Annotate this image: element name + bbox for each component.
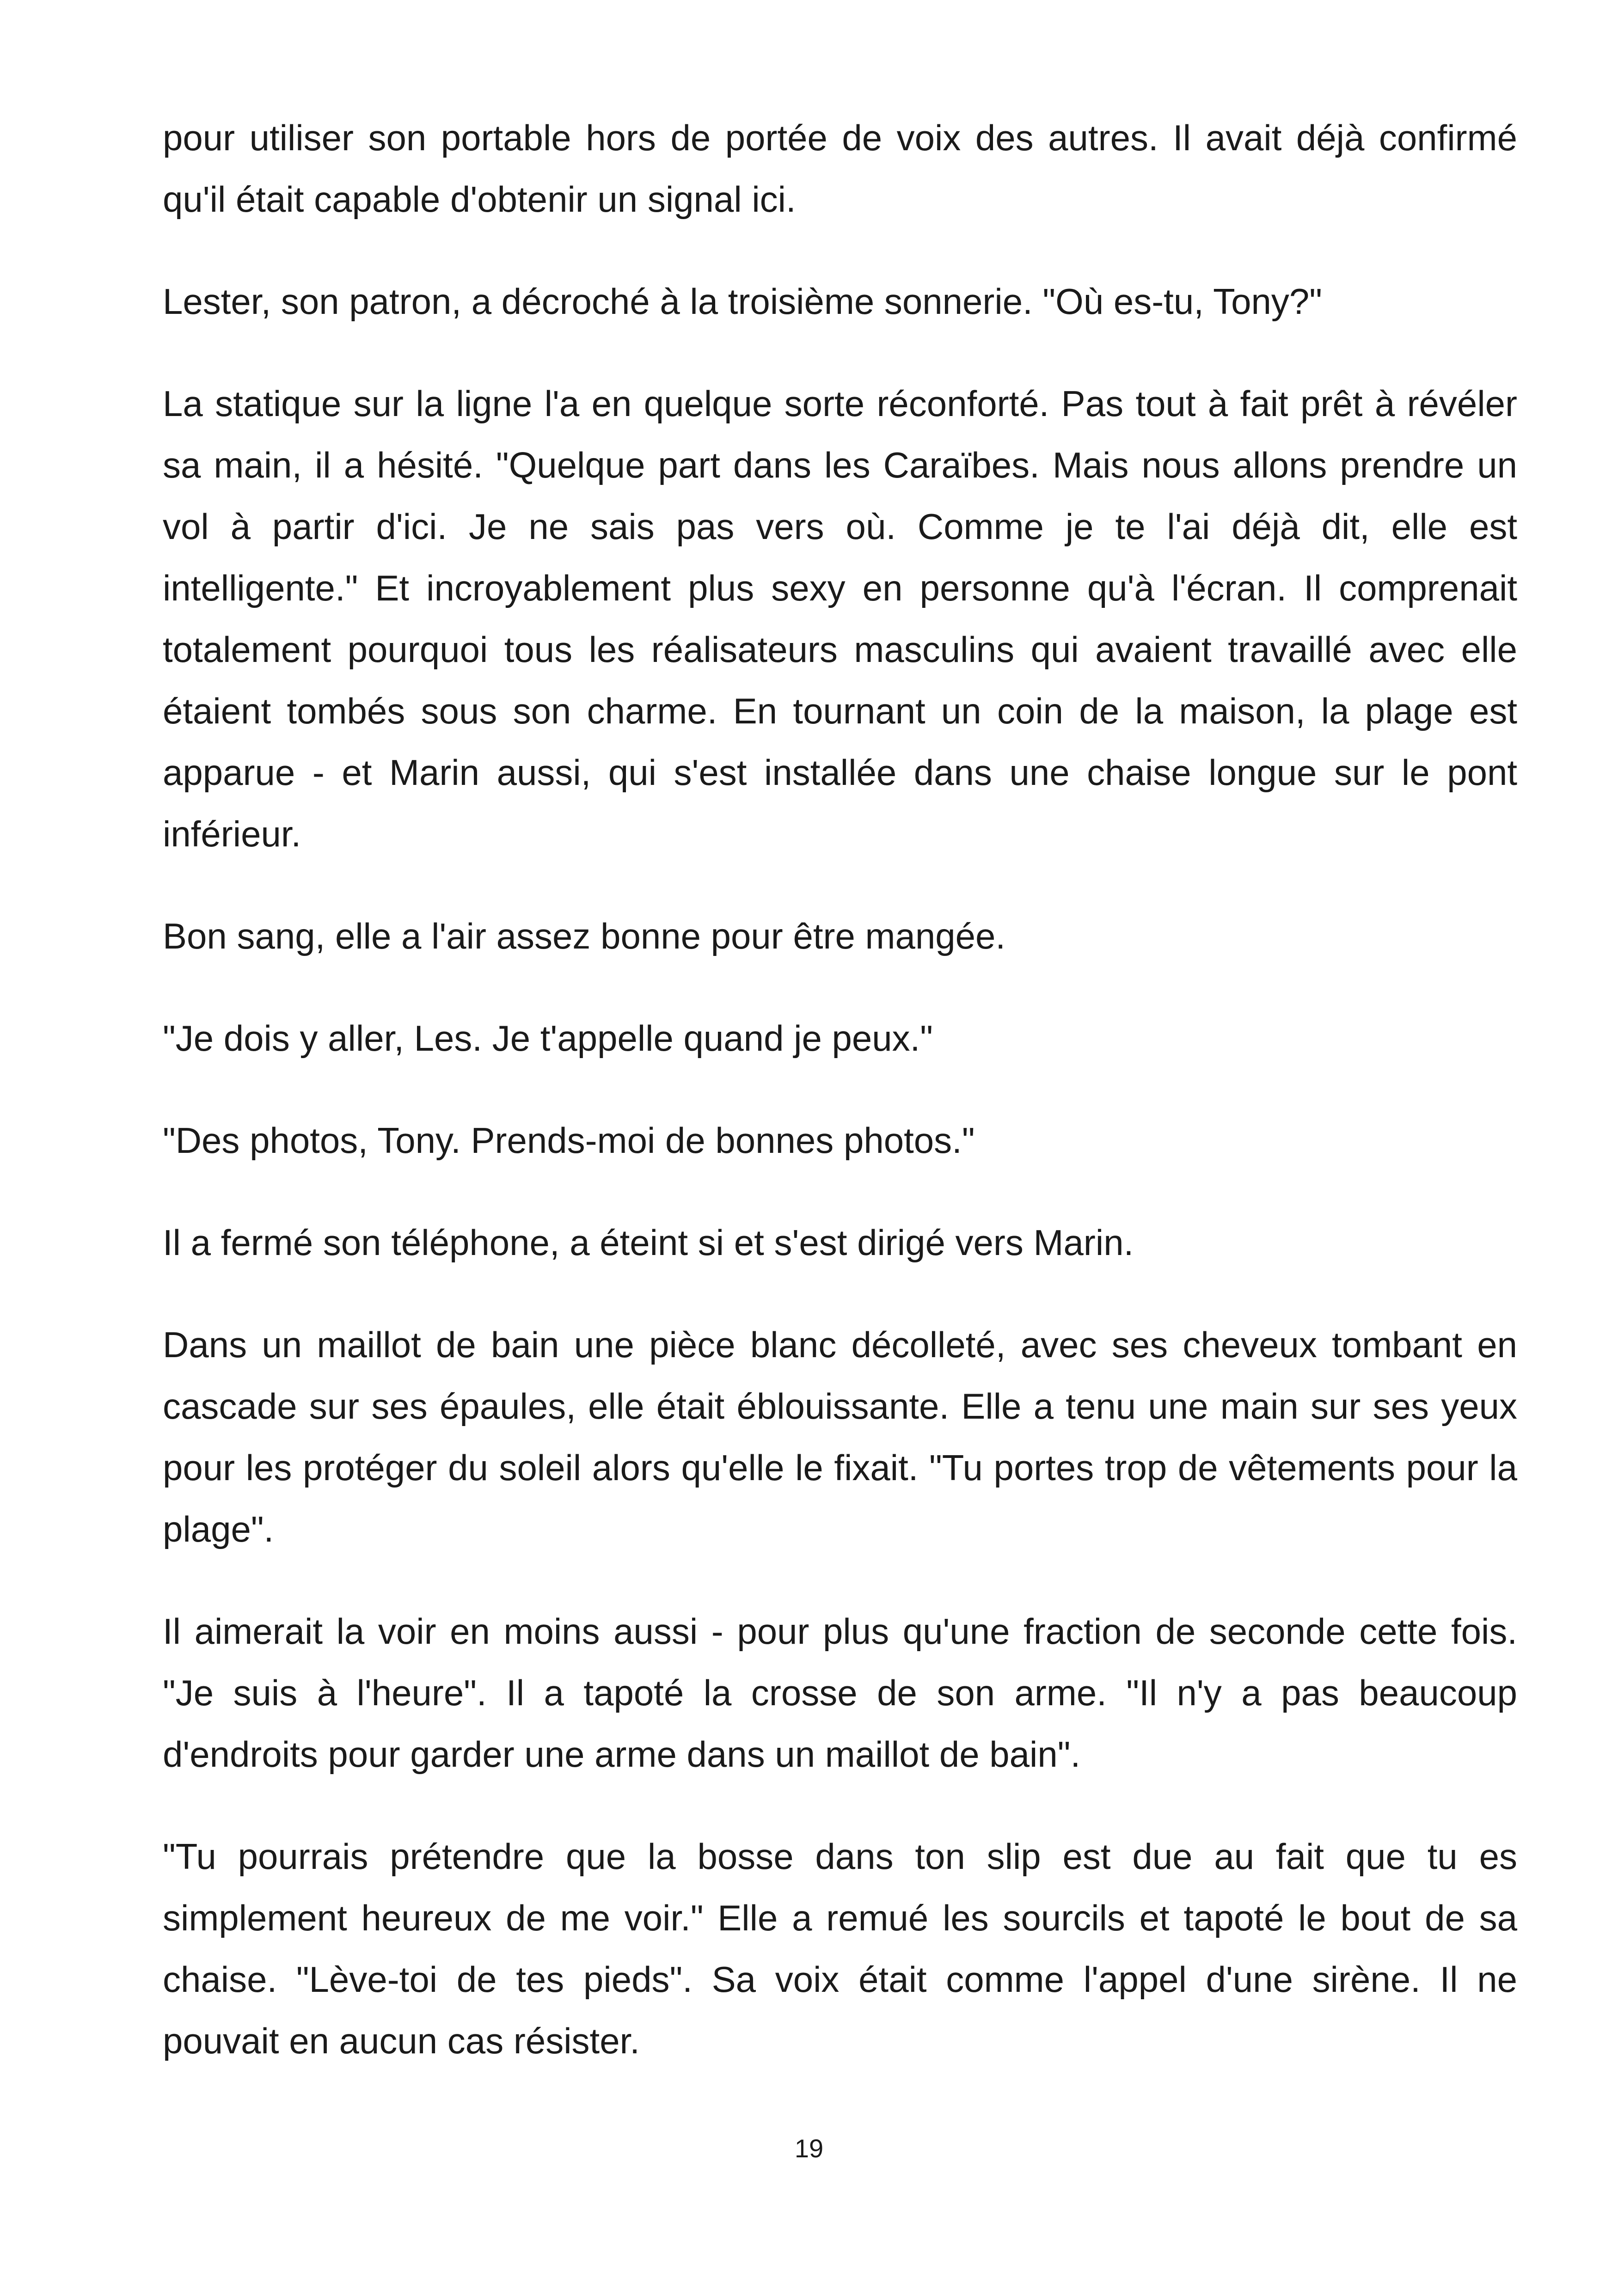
paragraph: "Tu pourrais prétendre que la bosse dans ton slip est due au fait que tu es simplement heureux de me voir." Elle a remué les sourcils et tapoté le bout de sa chaise. "Lève-toi de tes pieds". Sa voix était comme l'appel d'une sirène. Il ne pouvait en aucun cas résister.	[163, 1836, 1517, 2061]
paragraph: Dans un maillot de bain une pièce blanc décolleté, avec ses cheveux tombant en cascade sur ses épaules, elle était éblouissante. Elle a tenu une main sur ses yeux pour les protéger du soleil alors qu'elle le fixait. "Tu portes trop de vêtements pour la plage".	[163, 1324, 1517, 1549]
paragraph: Il aimerait la voir en moins aussi - pour plus qu'une fraction de seconde cette fois. "Je suis à l'heure". Il a tapoté la crosse de son arme. "Il n'y a pas beaucoup d'endroits pour garder une arme dans un maillot de bain".	[163, 1611, 1517, 1775]
paragraph: Il a fermé son téléphone, a éteint si et s'est dirigé vers Marin.	[163, 1222, 1134, 1263]
paragraph: La statique sur la ligne l'a en quelque sorte réconforté. Pas tout à fait prêt à révéler sa main, il a hésité. "Quelque part dans les Caraïbes. Mais nous allons prendre un vol à partir d'ici. Je ne sais pas vers où. Comme je te l'ai déjà dit, elle est intelligente." Et incroyablement plus sexy en personne qu'à l'écran. Il comprenait totalement pourquoi tous les réalisateurs masculins qui avaient travaillé avec elle étaient tombés sous son charme. En tournant un coin de la maison, la plage est apparue - et Marin aussi, qui s'est installée dans une chaise longue sur le pont inférieur.	[163, 383, 1517, 854]
paragraph: Lester, son patron, a décroché à la troisième sonnerie. "Où es-tu, Tony?"	[163, 281, 1322, 322]
paragraph: Bon sang, elle a l'air assez bonne pour être mangée.	[163, 916, 1006, 956]
body-text	[163, 107, 1517, 2112]
page-number: 19	[794, 2134, 824, 2163]
paragraph: "Je dois y aller, Les. Je t'appelle quand je peux."	[163, 1018, 933, 1059]
paragraph: pour utiliser son portable hors de portée de voix des autres. Il avait déjà confirmé qu'il était capable d'obtenir un signal ici.	[163, 117, 1517, 220]
paragraph: "Des photos, Tony. Prends-moi de bonnes photos."	[163, 1120, 975, 1161]
